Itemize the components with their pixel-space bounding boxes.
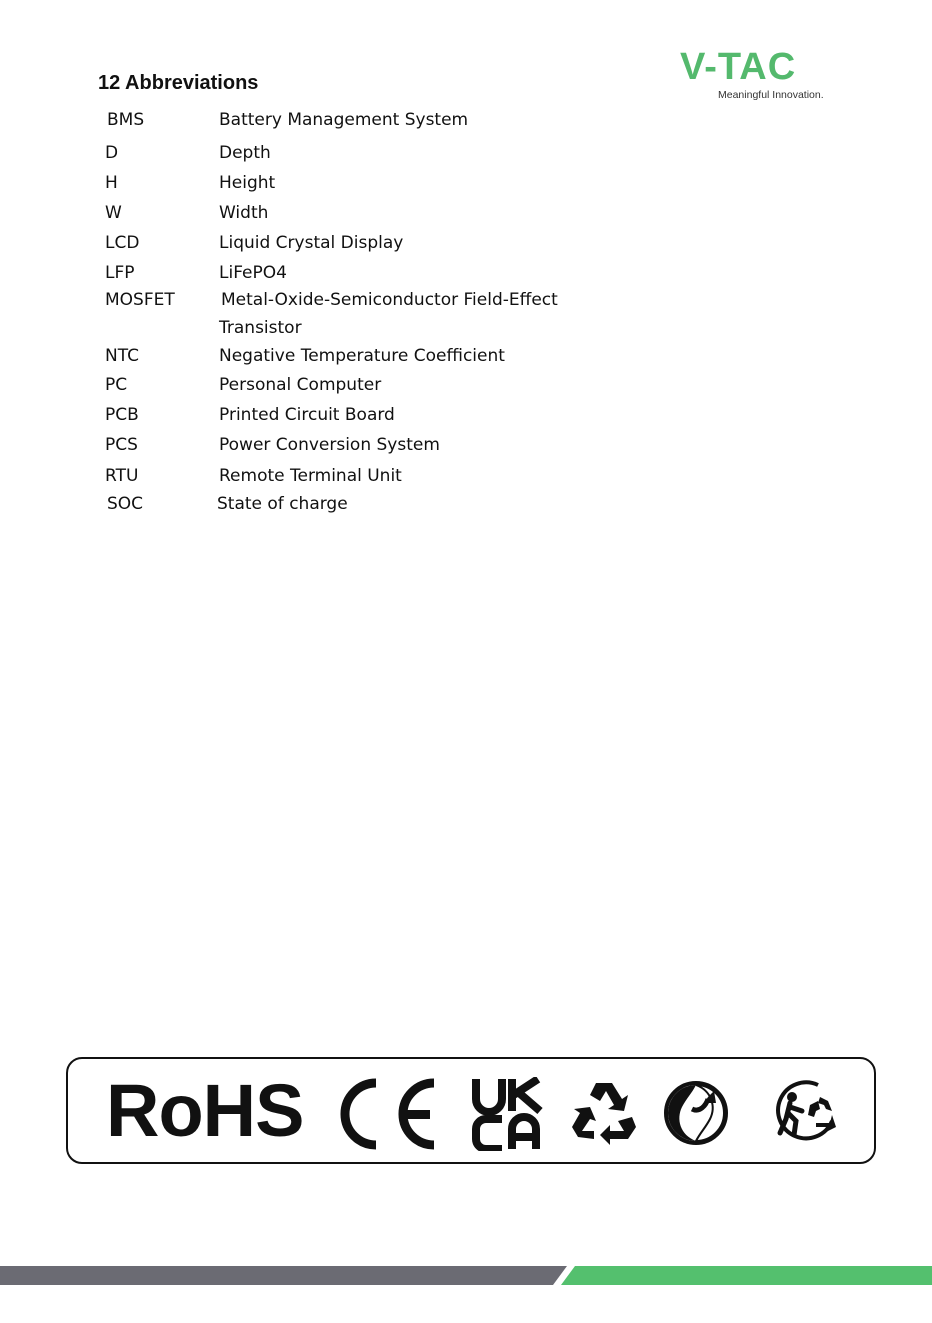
abbreviation-definition: Personal Computer xyxy=(219,375,382,395)
abbreviation-definition: Depth xyxy=(219,143,271,163)
abbreviation-definition: Height xyxy=(219,173,276,193)
abbreviation-term: D xyxy=(105,143,119,163)
abbreviation-term: MOSFET xyxy=(105,290,175,310)
abbreviation-definition: Power Conversion System xyxy=(219,435,440,455)
recycle-icon xyxy=(570,1077,638,1147)
section-title: 12 Abbreviations xyxy=(98,72,259,94)
abbreviation-term: PCB xyxy=(105,405,139,425)
abbreviation-term: W xyxy=(105,203,122,223)
abbreviation-definition: Remote Terminal Unit xyxy=(219,466,402,486)
abbreviation-term: LCD xyxy=(105,233,140,253)
tidyman-icon xyxy=(772,1079,840,1145)
brand-logo xyxy=(680,48,832,101)
certification-panel xyxy=(66,1057,876,1164)
rohs-mark: RoHS xyxy=(106,1069,304,1152)
abbreviation-definition: Liquid Crystal Display xyxy=(219,233,404,253)
footer-color-bar xyxy=(0,1266,932,1285)
abbreviation-definition: Printed Circuit Board xyxy=(219,405,395,425)
abbreviation-term: LFP xyxy=(105,263,135,283)
abbreviation-definition: State of charge xyxy=(217,494,348,514)
abbreviation-definition: LiFePO4 xyxy=(219,263,287,283)
footer-green-segment xyxy=(561,1266,932,1285)
green-dot-icon xyxy=(662,1079,730,1147)
ce-mark-icon xyxy=(340,1077,440,1151)
brand-name: V-TAC xyxy=(680,46,797,88)
abbreviation-term: PCS xyxy=(105,435,138,455)
abbreviation-term: SOC xyxy=(107,494,144,514)
abbreviation-definition: Metal-Oxide-Semiconductor Field-Effect xyxy=(221,290,558,310)
abbreviation-definition: Transistor xyxy=(219,318,302,338)
abbreviation-definition: Width xyxy=(219,203,269,223)
brand-tagline: Meaningful Innovation. xyxy=(718,89,824,101)
abbreviation-term: PC xyxy=(105,375,128,395)
abbreviation-definition: Negative Temperature Coefficient xyxy=(219,346,505,366)
ukca-mark-icon xyxy=(472,1077,546,1151)
footer-gray-segment xyxy=(0,1266,567,1285)
abbreviation-term: NTC xyxy=(105,346,139,366)
abbreviation-term: RTU xyxy=(105,466,139,486)
abbreviation-term: BMS xyxy=(107,110,145,130)
abbreviation-term: H xyxy=(105,173,118,193)
abbreviation-definition: Battery Management System xyxy=(219,110,469,130)
